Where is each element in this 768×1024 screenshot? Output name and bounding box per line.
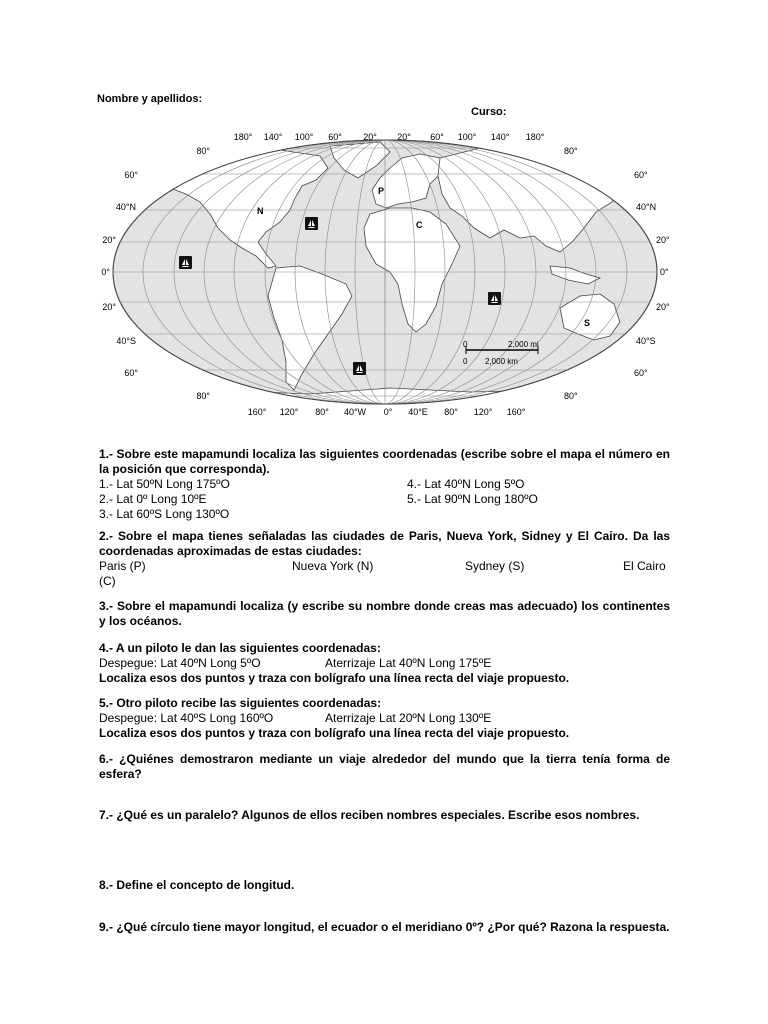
question-9: [99, 920, 670, 935]
question-4: [99, 641, 670, 686]
landing-coordinates: Aterrizaje Lat 40ºN Long 175ºE: [325, 656, 492, 670]
lat-label: 20°: [102, 235, 116, 245]
question-3: [99, 599, 670, 629]
departure-coordinates: Despegue: Lat 40ºN Long 5ºO: [99, 656, 261, 670]
lon-label: 120°: [473, 407, 493, 417]
question-8-title: 8.- Define el concepto de longitud.: [99, 878, 295, 892]
departure-coordinates: Despegue: Lat 40ºS Long 160ºO: [99, 711, 274, 725]
lon-label: 0°: [383, 407, 393, 417]
city-label-cairo: El Cairo: [623, 559, 666, 573]
name-label: Nombre y apellidos:: [97, 93, 203, 105]
boat-icon: [353, 362, 366, 375]
lat-label: 40°N: [115, 202, 136, 212]
coordinate-item: 1.- Lat 50ºN Long 175ºO: [99, 477, 230, 491]
world-map: [90, 128, 680, 420]
lon-label: 180°: [525, 132, 545, 142]
lat-label: 20°: [656, 235, 670, 245]
svg-text:0: 0: [463, 357, 468, 366]
city-label-paris: Paris (P): [99, 559, 146, 573]
lon-label: 80°: [444, 407, 458, 417]
graticule: [90, 140, 680, 404]
question-2: [99, 529, 670, 589]
lat-label: 60°: [124, 170, 138, 180]
lon-label: 100°: [457, 132, 477, 142]
lon-label: 40°E: [408, 407, 428, 417]
city-marker-cairo: C: [416, 220, 423, 230]
question-9-title: 9.- ¿Qué círculo tiene mayor longitud, el ecuador o el meridiano 0º? ¿Por qué? Razona la respuesta.: [99, 920, 670, 934]
boat-icon: [179, 256, 192, 269]
city-marker-paris: P: [378, 186, 385, 196]
question-1: [99, 447, 670, 522]
city-marker-sydney: S: [584, 318, 591, 328]
lat-label: 60°: [124, 368, 138, 378]
question-4-instruction: Localiza esos dos puntos y traza con bolígrafo una línea recta del viaje propuesto.: [99, 671, 570, 685]
lat-label: 80°: [196, 146, 210, 156]
lon-label: 20°: [363, 132, 377, 142]
lat-label: 0°: [101, 267, 110, 277]
coordinate-item: 4.- Lat 40ºN Long 5ºO: [407, 477, 525, 491]
question-4-title: 4.- A un piloto le dan las siguientes coordenadas:: [99, 641, 381, 655]
lat-label: 80°: [564, 391, 578, 401]
lon-label: 80°: [315, 407, 329, 417]
lon-label: 180°: [233, 132, 253, 142]
lat-label: 60°: [634, 170, 648, 180]
lat-label: 40°S: [116, 336, 136, 346]
lon-label: 120°: [279, 407, 299, 417]
lat-label: 40°S: [636, 336, 656, 346]
coordinate-item: 3.- Lat 60ºS Long 130ºO: [99, 507, 230, 521]
lon-label: 160°: [506, 407, 526, 417]
svg-text:2,000 mi: 2,000 mi: [508, 340, 539, 349]
question-5-instruction: Localiza esos dos puntos y traza con bolígrafo una línea recta del viaje propuesto.: [99, 726, 570, 740]
svg-text:2,000 km: 2,000 km: [485, 357, 518, 366]
lon-label: 160°: [247, 407, 267, 417]
lon-label: 140°: [490, 132, 510, 142]
lat-label: 20°: [656, 302, 670, 312]
question-2-title: 2.- Sobre el mapa tienes señaladas las ciudades de Paris, Nueva York, Sidney y El Cairo. Da las coordenadas aproximadas de estas ciudades:: [99, 529, 670, 558]
question-5: [99, 696, 670, 741]
coordinate-item: 2.- Lat 0º Long 10ºE: [99, 492, 207, 506]
bottom-longitude-labels: [248, 407, 526, 417]
question-1-title: 1.- Sobre este mapamundi localiza las siguientes coordenadas (escribe sobre el mapa el número en la posición que corresponda).: [99, 447, 670, 476]
lat-label: 80°: [564, 146, 578, 156]
svg-text:0: 0: [463, 340, 468, 349]
lon-label: 40°W: [343, 407, 367, 417]
boat-icon: [305, 217, 318, 230]
boat-icon: [488, 292, 501, 305]
lon-label: 60°: [328, 132, 342, 142]
lon-label: 140°: [263, 132, 283, 142]
lon-label: 20°: [397, 132, 411, 142]
lat-label: 80°: [196, 391, 210, 401]
city-label-new-york: Nueva York (N): [292, 559, 374, 573]
course-label: Curso:: [471, 106, 507, 118]
question-6: [99, 752, 670, 782]
question-8: [99, 878, 670, 893]
lat-label: 0°: [660, 267, 669, 277]
coordinate-item: 5.- Lat 90ºN Long 180ºO: [407, 492, 538, 506]
question-5-title: 5.- Otro piloto recibe las siguientes coordenadas:: [99, 696, 382, 710]
landing-coordinates: Aterrizaje Lat 20ºN Long 130ºE: [325, 711, 492, 725]
lon-label: 100°: [294, 132, 314, 142]
lon-label: 60°: [430, 132, 444, 142]
question-7: [99, 808, 670, 823]
lat-label: 60°: [634, 368, 648, 378]
question-6-title: 6.- ¿Quiénes demostraron mediante un viaje alrededor del mundo que la tierra tenía forma de esfera?: [99, 752, 670, 781]
question-7-title: 7.- ¿Qué es un paralelo? Algunos de ellos reciben nombres especiales. Escribe esos nombres.: [99, 808, 640, 822]
city-label-cairo-code: (C): [99, 574, 116, 588]
city-label-sydney: Sydney (S): [465, 559, 525, 573]
city-marker-new-york: N: [257, 206, 264, 216]
lat-label: 40°N: [636, 202, 657, 212]
question-3-title: 3.- Sobre el mapamundi localiza (y escribe su nombre donde creas mas adecuado) los continentes y los océanos.: [99, 599, 670, 628]
lat-label: 20°: [102, 302, 116, 312]
